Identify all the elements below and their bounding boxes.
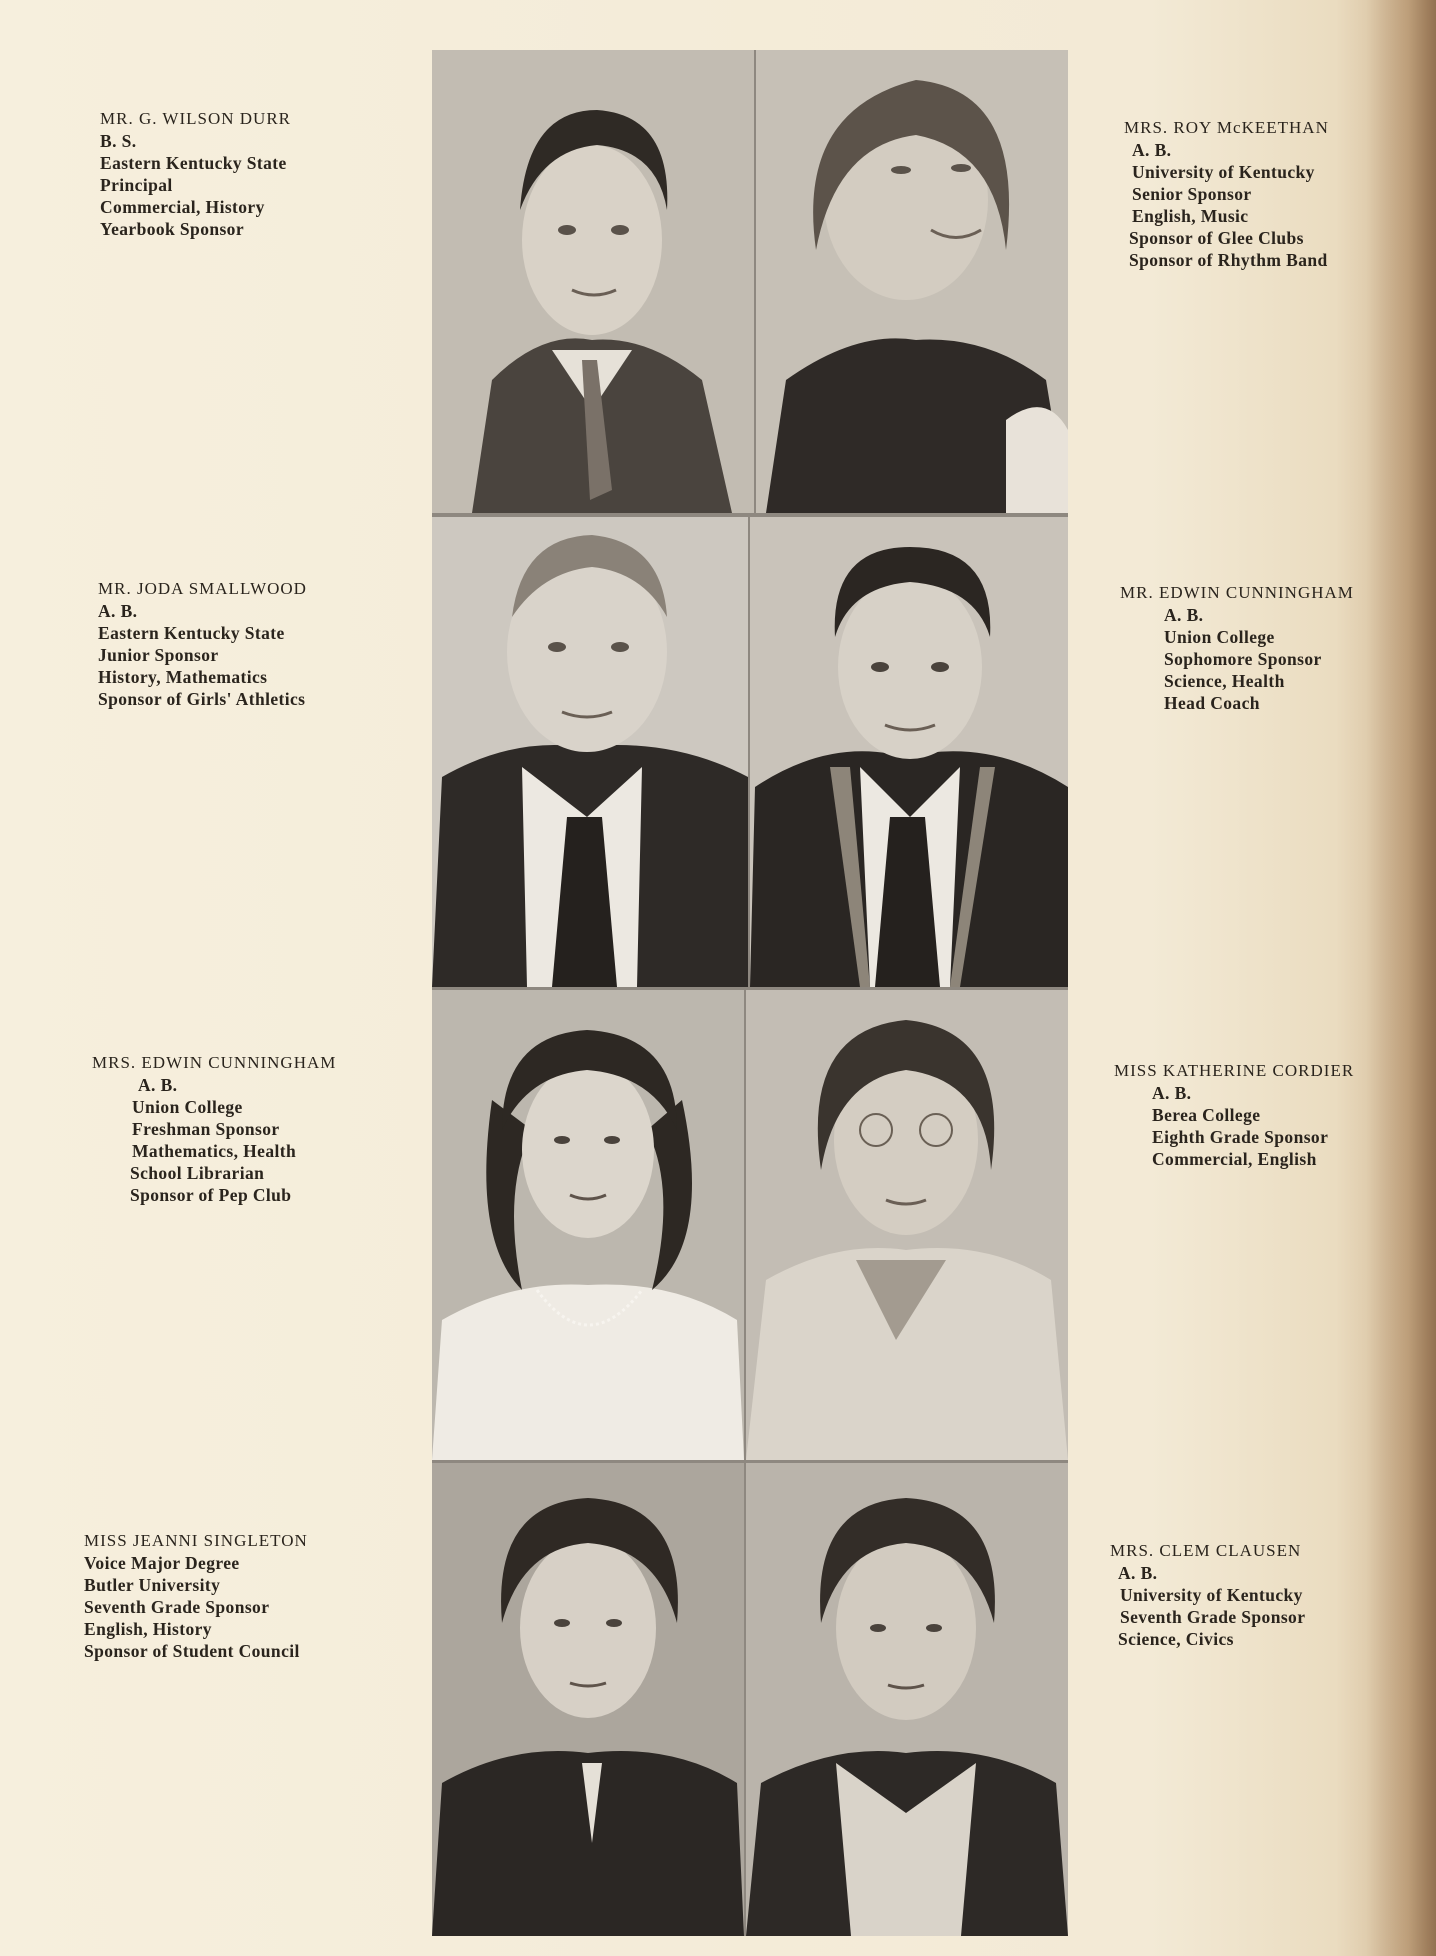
portrait-durr <box>432 50 754 513</box>
portrait-strip <box>432 50 1068 1936</box>
staff-name: MRS. EDWIN CUNNINGHAM <box>92 1053 337 1072</box>
staff-detail: School Librarian <box>130 1163 265 1183</box>
portrait-mrs-edwin-cunningham <box>432 990 744 1460</box>
portrait-clausen <box>746 1463 1068 1936</box>
staff-detail: Head Coach <box>1164 693 1260 713</box>
staff-detail: Eastern Kentucky State <box>100 153 287 173</box>
portrait-smallwood <box>432 517 748 987</box>
portrait-mckeethan <box>756 50 1068 513</box>
staff-detail: English, Music <box>1132 206 1249 226</box>
staff-detail: Science, Civics <box>1118 1629 1234 1649</box>
staff-detail: History, Mathematics <box>98 667 268 687</box>
staff-detail: A. B. <box>1152 1083 1192 1103</box>
staff-detail: A. B. <box>1118 1563 1158 1583</box>
staff-detail: Voice Major Degree <box>84 1553 240 1573</box>
staff-detail: Sponsor of Glee Clubs <box>1129 228 1304 248</box>
caption-clausen <box>1110 1540 1305 1650</box>
staff-detail: Yearbook Sponsor <box>100 219 244 239</box>
staff-detail: University of Kentucky <box>1132 162 1315 182</box>
staff-detail: Freshman Sponsor <box>132 1119 280 1139</box>
staff-detail: Butler University <box>84 1575 221 1595</box>
staff-detail: Berea College <box>1152 1105 1261 1125</box>
caption-smallwood <box>98 578 307 710</box>
staff-detail: Commercial, English <box>1152 1149 1317 1169</box>
staff-detail: Seventh Grade Sponsor <box>1120 1607 1306 1627</box>
staff-detail: Sponsor of Pep Club <box>130 1185 292 1205</box>
staff-detail: Principal <box>100 175 173 195</box>
caption-durr <box>100 108 291 240</box>
portrait-singleton <box>432 1463 744 1936</box>
staff-detail: Union College <box>1164 627 1275 647</box>
caption-edwin-cunningham <box>1120 582 1354 714</box>
staff-detail: A. B. <box>1132 140 1172 160</box>
staff-detail: Sponsor of Girls' Athletics <box>98 689 306 709</box>
staff-name: MRS. ROY McKEETHAN <box>1124 118 1329 137</box>
staff-detail: Sponsor of Rhythm Band <box>1129 250 1328 270</box>
caption-singleton <box>84 1530 308 1662</box>
caption-cordier <box>1114 1060 1354 1170</box>
staff-detail: A. B. <box>98 601 138 621</box>
staff-detail: Mathematics, Health <box>132 1141 297 1161</box>
staff-detail: B. S. <box>100 131 137 151</box>
caption-mckeethan <box>1124 117 1329 271</box>
portrait-edwin-cunningham <box>750 517 1068 987</box>
staff-name: MISS KATHERINE CORDIER <box>1114 1061 1355 1080</box>
staff-detail: Eastern Kentucky State <box>98 623 285 643</box>
caption-mrs-edwin-cunningham <box>92 1052 336 1206</box>
staff-detail: University of Kentucky <box>1120 1585 1303 1605</box>
staff-detail: Union College <box>132 1097 243 1117</box>
staff-detail: Commercial, History <box>100 197 265 217</box>
staff-name: MR. G. WILSON DURR <box>100 109 292 128</box>
staff-name: MISS JEANNI SINGLETON <box>84 1531 308 1550</box>
staff-detail: Senior Sponsor <box>1132 184 1252 204</box>
staff-detail: A. B. <box>138 1075 178 1095</box>
staff-detail: Junior Sponsor <box>98 645 219 665</box>
page-spine-shadow <box>1366 0 1436 1956</box>
staff-name: MRS. CLEM CLAUSEN <box>1110 1541 1302 1560</box>
staff-name: MR. JODA SMALLWOOD <box>98 579 307 598</box>
staff-name: MR. EDWIN CUNNINGHAM <box>1120 583 1354 602</box>
portrait-cordier <box>746 990 1068 1460</box>
staff-detail: Sophomore Sponsor <box>1164 649 1322 669</box>
staff-detail: Sponsor of Student Council <box>84 1641 300 1661</box>
staff-detail: A. B. <box>1164 605 1204 625</box>
staff-detail: Eighth Grade Sponsor <box>1152 1127 1329 1147</box>
staff-detail: Science, Health <box>1164 671 1285 691</box>
staff-detail: English, History <box>84 1619 212 1639</box>
staff-detail: Seventh Grade Sponsor <box>84 1597 270 1617</box>
